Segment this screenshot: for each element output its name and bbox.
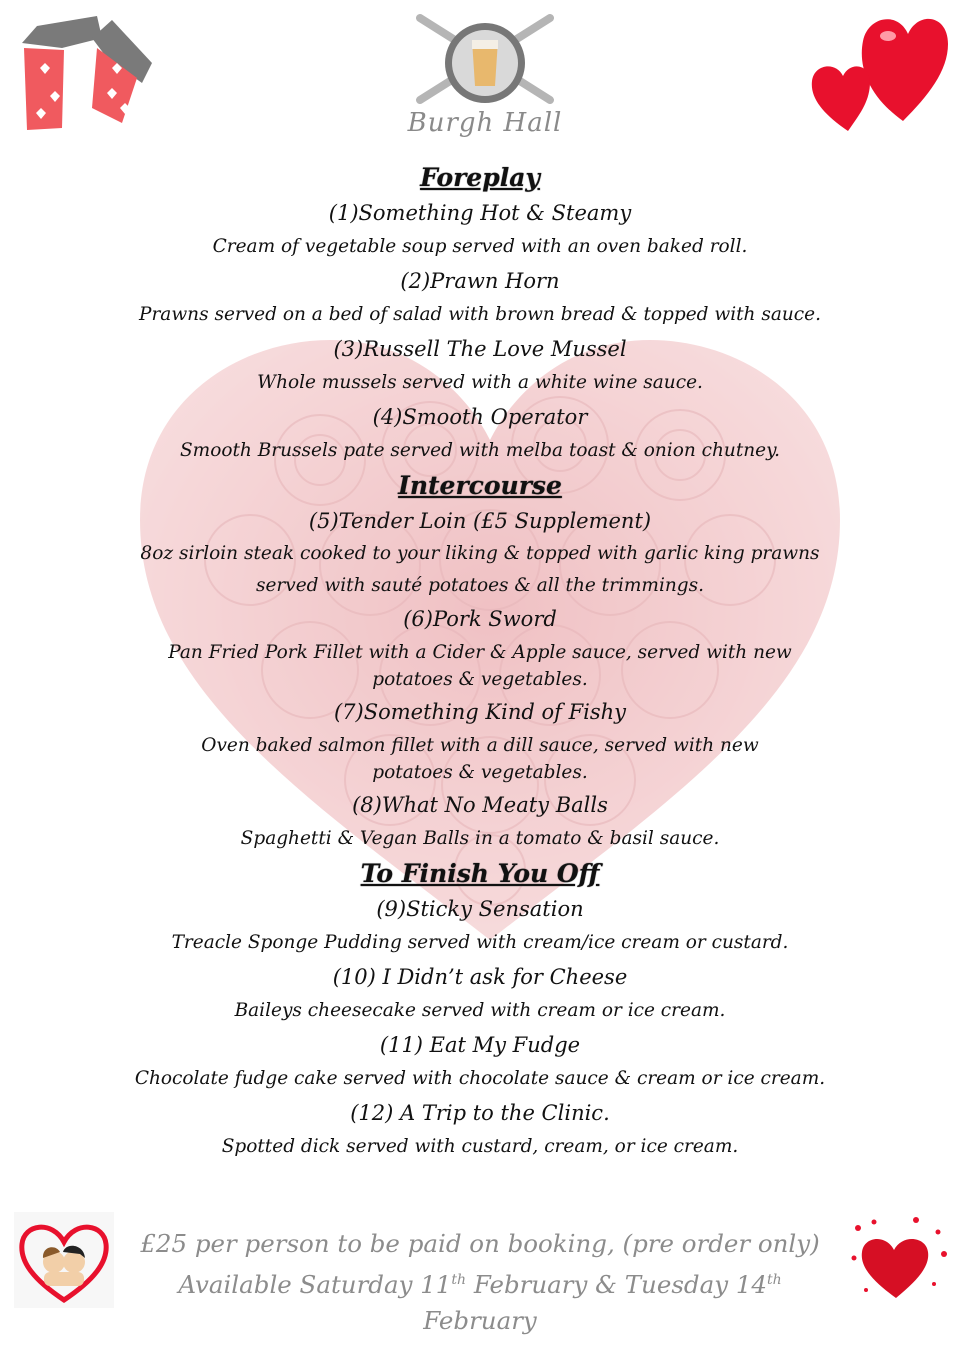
dish-desc: Pan Fried Pork Fillet with a Cider & Apple sauce, served with new potatoes & vegetables. xyxy=(168,642,792,690)
availability-suffix: February xyxy=(423,1306,537,1336)
menu xyxy=(0,160,960,1164)
dish-name: (7)Something Kind of Fishy xyxy=(333,700,627,724)
availability-prefix: Available Saturday 11 xyxy=(178,1270,452,1300)
dish-name: (3)Russell The Love Mussel xyxy=(333,337,627,361)
dish-desc: Treacle Sponge Pudding served with cream/ice cream or custard. xyxy=(171,932,789,953)
dish-name: (9)Sticky Sensation xyxy=(376,897,584,921)
dish-desc: Prawns served on a bed of salad with brown bread & topped with sauce. xyxy=(139,304,821,325)
brand-name: Burgh Hall xyxy=(407,108,563,138)
heart-petals-icon xyxy=(846,1214,952,1304)
dish-desc: Chocolate fudge cake served with chocolate sauce & cream or ice cream. xyxy=(134,1068,826,1089)
availability-middle: February & Tuesday 14 xyxy=(466,1270,767,1300)
dish-desc: Baileys cheesecake served with cream or ice cream. xyxy=(234,1000,726,1021)
section-title-to-finish-you-off: To Finish You Off xyxy=(360,859,600,888)
footer xyxy=(120,1226,840,1339)
boxer-shorts-icon xyxy=(12,8,157,133)
dish-name: (1)Something Hot & Steamy xyxy=(328,201,632,225)
dish-desc: Smooth Brussels pate served with melba toast & onion chutney. xyxy=(179,440,780,461)
dish-desc: Spotted dick served with custard, cream, or ice cream. xyxy=(221,1136,739,1157)
dish-desc: Oven baked salmon fillet with a dill sauce, served with new potatoes & vegetables. xyxy=(201,735,759,783)
dish-name: (10) I Didn’t ask for Cheese xyxy=(332,965,628,989)
dish-name: (4)Smooth Operator xyxy=(372,405,588,429)
dish-desc: 8oz sirloin steak cooked to your liking & topped with garlic king prawns xyxy=(140,543,820,564)
dish-desc: Whole mussels served with a white wine sauce. xyxy=(257,372,703,393)
burgh-hall-logo xyxy=(400,8,570,148)
ordinal-suffix: th xyxy=(767,1272,782,1288)
dish-name: (6)Pork Sword xyxy=(403,607,557,631)
hearts-icon xyxy=(808,6,953,136)
section-title-foreplay: Foreplay xyxy=(420,163,540,192)
dish-desc: Spaghetti & Vegan Balls in a tomato & basil sauce. xyxy=(240,828,720,849)
dish-name: (12) A Trip to the Clinic. xyxy=(350,1101,610,1125)
kissing-couple-icon xyxy=(14,1212,114,1308)
section-title-intercourse: Intercourse xyxy=(398,471,562,500)
dish-name: (5)Tender Loin (£5 Supplement) xyxy=(308,509,652,533)
dish-desc: Cream of vegetable soup served with an oven baked roll. xyxy=(212,236,748,257)
dish-name: (11) Eat My Fudge xyxy=(379,1033,581,1057)
fork-knife-logo-icon xyxy=(400,8,570,108)
dish-name: (2)Prawn Horn xyxy=(400,269,560,293)
dish-name: (8)What No Meaty Balls xyxy=(352,793,608,817)
ordinal-suffix: th xyxy=(451,1272,467,1288)
dish-desc: served with sauté potatoes & all the trimmings. xyxy=(255,575,705,596)
availability-line xyxy=(120,1262,840,1339)
price-line: £25 per person to be paid on booking, (pre order only) xyxy=(140,1229,820,1258)
